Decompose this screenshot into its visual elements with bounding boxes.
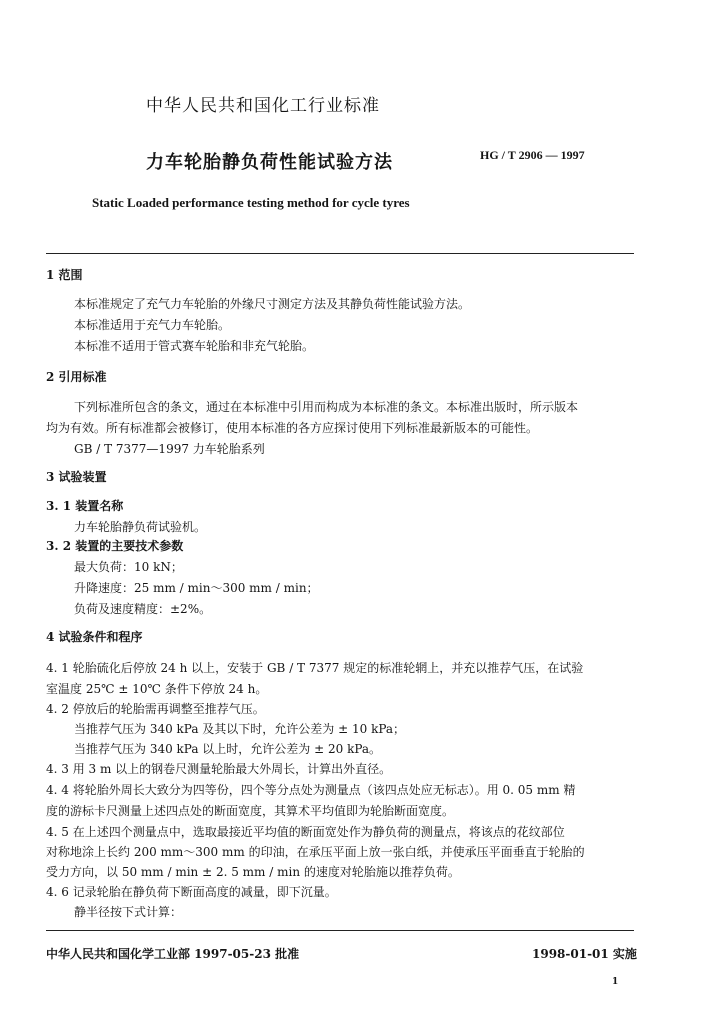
section-4-2-line-2: 当推荐气压为 340 kPa 以上时，允许公差为 ± 20 kPa。 (74, 742, 382, 756)
section-3-1-heading: 3. 1 装置名称 (46, 499, 124, 513)
section-4-4-line-1: 4. 4 将轮胎外周长大致分为四等份，四个等分点处为测量点（该四点处应无标志）。用 0. 05 mm 精 (46, 783, 576, 797)
approval-line: 中华人民共和国化学工业部 1997-05-23 批准 (46, 947, 300, 961)
section-4-5-line-3: 受力方向，以 50 mm / min ± 2. 5 mm / min 的速度对轮胎施以推荐负荷。 (46, 865, 460, 879)
section-4-6-line-2: 静半径按下式计算： (74, 905, 183, 919)
section-4-1-line-1: 4. 1 轮胎硫化后停放 24 h 以上，安装于 GB / T 7377 规定的标准轮辋上，并充以推荐气压，在试验 (46, 661, 584, 675)
section-3-2-line-3: 负荷及速度精度：±2%。 (74, 602, 212, 616)
section-4-5-line-2: 对称地涂上长约 200 mm～300 mm 的印油，在承压平面上放一张白纸，并使承压平面垂直于轮胎的 (46, 845, 585, 859)
section-2-line-2: 均为有效。所有标准都会被修订，使用本标准的各方应探讨使用下列标准最新版本的可能性。 (46, 421, 539, 435)
section-2-heading: 2 引用标准 (46, 370, 107, 384)
section-4-2-line-1: 当推荐气压为 340 kPa 及其以下时，允许公差为 ± 10 kPa； (74, 722, 406, 736)
section-3-2-heading: 3. 2 装置的主要技术参数 (46, 539, 184, 553)
section-1-heading: 1 范围 (46, 268, 83, 282)
section-4-5-line-1: 4. 5 在上述四个测量点中，选取最接近平均值的断面宽处作为静负荷的测量点，将该点的花纹部位 (46, 825, 565, 839)
standard-number: HG / T 2906 — 1997 (480, 148, 585, 162)
section-4-6-line-1: 4. 6 记录轮胎在静负荷下断面高度的减量，即下沉量。 (46, 885, 337, 899)
section-3-1-line-1: 力车轮胎静负荷试验机。 (74, 520, 207, 534)
document-title: 力车轮胎静负荷性能试验方法 (146, 152, 393, 173)
section-4-3-line-1: 4. 3 用 3 m 以上的钢卷尺测量轮胎最大外周长，计算出外直径。 (46, 762, 392, 776)
header-divider (46, 253, 634, 254)
section-3-2-line-1: 最大负荷：10 kN； (74, 560, 183, 574)
section-4-2-heading: 4. 2 停放后的轮胎需再调整至推荐气压。 (46, 702, 265, 716)
effective-date: 1998-01-01 实施 (532, 947, 637, 961)
section-4-1-line-2: 室温度 25℃ ± 10℃ 条件下停放 24 h。 (46, 682, 268, 696)
section-1-line-1: 本标准规定了充气力车轮胎的外缘尺寸测定方法及其静负荷性能试验方法。 (74, 297, 471, 311)
section-4-4-line-2: 度的游标卡尺测量上述四点处的断面宽度，其算术平均值即为轮胎断面宽度。 (46, 804, 455, 818)
section-3-2-line-2: 升降速度：25 mm / min～300 mm / min； (74, 581, 319, 595)
section-1-line-3: 本标准不适用于管式赛车轮胎和非充气轮胎。 (74, 339, 315, 353)
section-1-line-2: 本标准适用于充气力车轮胎。 (74, 318, 231, 332)
section-4-heading: 4 试验条件和程序 (46, 630, 143, 644)
page-number: 1 (612, 977, 619, 987)
english-title: Static Loaded performance testing method for cycle tyres (92, 195, 410, 210)
section-3-heading: 3 试验装置 (46, 470, 107, 484)
section-2-line-3: GB / T 7377—1997 力车轮胎系列 (74, 442, 265, 456)
section-2-line-1: 下列标准所包含的条文，通过在本标准中引用而构成为本标准的条文。本标准出版时，所示版本 (74, 400, 579, 414)
issuing-body-header: 中华人民共和国化工行业标准 (146, 96, 380, 116)
footer-divider (46, 930, 634, 931)
